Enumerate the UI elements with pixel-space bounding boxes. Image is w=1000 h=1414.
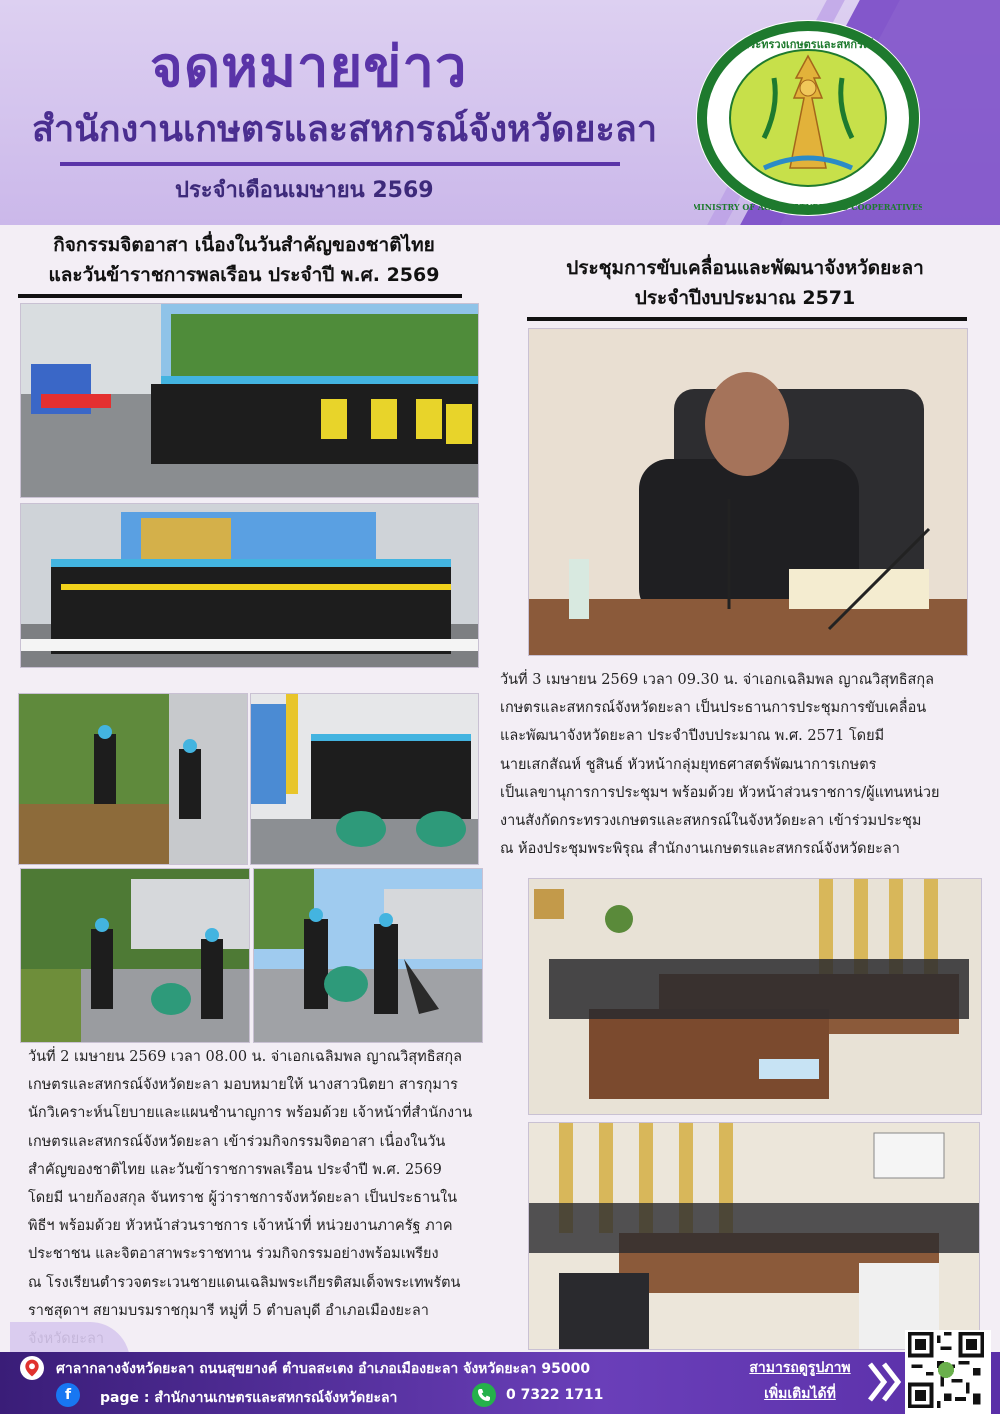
more-photos-link[interactable] bbox=[736, 1355, 864, 1407]
ministry-seal-logo bbox=[694, 18, 922, 218]
photo-cleanup-bins bbox=[250, 693, 479, 865]
office-name: สำนักงานเกษตรและสหกรณ์จังหวัดยะลา bbox=[32, 109, 658, 150]
right-title-line1: ประชุมการขับเคลื่อนและพัฒนาจังหวัดยะลา bbox=[566, 257, 924, 279]
photo-volunteer-group bbox=[20, 503, 479, 668]
facebook-icon[interactable]: f bbox=[56, 1383, 80, 1407]
qr-code-icon[interactable] bbox=[905, 1330, 991, 1414]
right-title-line2: ประจำปีงบประมาณ 2571 bbox=[634, 287, 856, 309]
facebook-page-link[interactable]: page : สำนักงานเกษตรและสหกรณ์จังหวัดยะลา bbox=[100, 1390, 398, 1406]
photo-meeting-room-2 bbox=[528, 1122, 980, 1350]
phone-number[interactable]: 0 7322 1711 bbox=[506, 1387, 604, 1403]
right-section-title bbox=[500, 253, 990, 313]
photo-street-sweeping bbox=[20, 868, 250, 1043]
left-title-underline bbox=[18, 294, 462, 298]
svg-text:MINISTRY OF AGRICULTURE AND CO: MINISTRY OF AGRICULTURE AND COOPERATIVES bbox=[694, 202, 922, 212]
right-section-body: วันที่ 3 เมษายน 2569 เวลา 09.30 น. จ่าเอกเฉลิมพล ญาณวิสุทธิสกุล เกษตรและสหกรณ์จังหวัดยะลา เป็นประธานการประชุมการขับเคลื่อน และพัฒนาจังหวัดยะลา ประจำปีงบประมาณ พ.ศ. 2571 โดยมี นายเสกสัณห์ ชูสินธ์ หัวหน้ากลุ่มยุทธศาสตร์พัฒนาการเกษตร เป็นเลขานุการการประชุมฯ พร้อมด้วย หัวหน้าส่วนราชการ/ผู้แทนหน่วย งานสังกัดกระทรวงเกษตรและสหกรณ์ในจังหวัดยะลา เข้าร่วมประชุม ณ ห้องประชุมพระพิรุณ สำนักงานเกษตรและสหกรณ์จังหวัดยะลา bbox=[500, 672, 940, 858]
photo-meeting-chairman bbox=[528, 328, 968, 656]
issue-month: ประจำเดือนเมษายน 2569 bbox=[175, 178, 434, 203]
phone-icon bbox=[472, 1383, 496, 1407]
photo-meeting-room bbox=[528, 878, 982, 1115]
left-title-line1: กิจกรรมจิตอาสา เนื่องในวันสำคัญของชาติไทย bbox=[53, 234, 435, 256]
photo-sweeping-garden bbox=[18, 693, 248, 865]
left-title-line2: และวันข้าราชการพลเรือน ประจำปี พ.ศ. 2569 bbox=[48, 264, 440, 286]
footer-address: ศาลากลางจังหวัดยะลา ถนนสุขยางค์ ตำบลสะเตง อำเภอเมืองยะลา จังหวัดยะลา 95000 bbox=[56, 1361, 591, 1377]
left-section-title bbox=[14, 230, 474, 290]
newsletter-title: จดหมายข่าว bbox=[150, 35, 468, 100]
svg-text:กระทรวงเกษตรและสหกรณ์: กระทรวงเกษตรและสหกรณ์ bbox=[742, 38, 874, 51]
more-photos-line2: เพิ่มเติมได้ที่ bbox=[764, 1386, 836, 1402]
photo-cleanup-pair bbox=[253, 868, 483, 1043]
location-pin-icon bbox=[20, 1356, 44, 1380]
photo-volunteer-parade bbox=[20, 303, 479, 498]
right-title-underline bbox=[527, 317, 967, 321]
double-chevron-right-icon bbox=[866, 1360, 902, 1404]
title-underline bbox=[60, 162, 620, 166]
more-photos-line1: สามารถดูรูปภาพ bbox=[749, 1360, 851, 1376]
left-section-body: วันที่ 2 เมษายน 2569 เวลา 08.00 น. จ่าเอกเฉลิมพล ญาณวิสุทธิสกุล เกษตรและสหกรณ์จังหวัดยะลา มอบหมายให้ นางสาวนิตยา สารกุมาร นักวิเคราะห์นโยบายและแผนชำนาญการ พร้อมด้วย เจ้าหน้าที่สำนักงาน เกษตรและสหกรณ์จังหวัดยะลา เข้าร่วมกิจกรรมจิตอาสา เนื่องในวัน สำคัญของชาติไทย และวันข้าราชการพลเรือน ประจำปี พ.ศ. 2569 โดยมี นายก้องสกุล จันทราช ผู้ว่าราชการจังหวัดยะลา เป็นประธานใน พิธีฯ พร้อมด้วย หัวหน้าส่วนราชการ เจ้าหน้าที่ หน่วยงานภาครัฐ ภาค ประชาชน และจิตอาสาพระราชทาน ร่วมกิจกรรมอย่างพร้อมเพรียง ณ โรงเรียนตำรวจตระเวนชายแดนเฉลิมพระเกียรติสมเด็จพระเทพรัตน ราชสุดาฯ สยามบรมราชกุมารี หมู่ที่ 5 ตำบลบุดี อำเภอเมืองยะลา bbox=[28, 1049, 473, 1319]
